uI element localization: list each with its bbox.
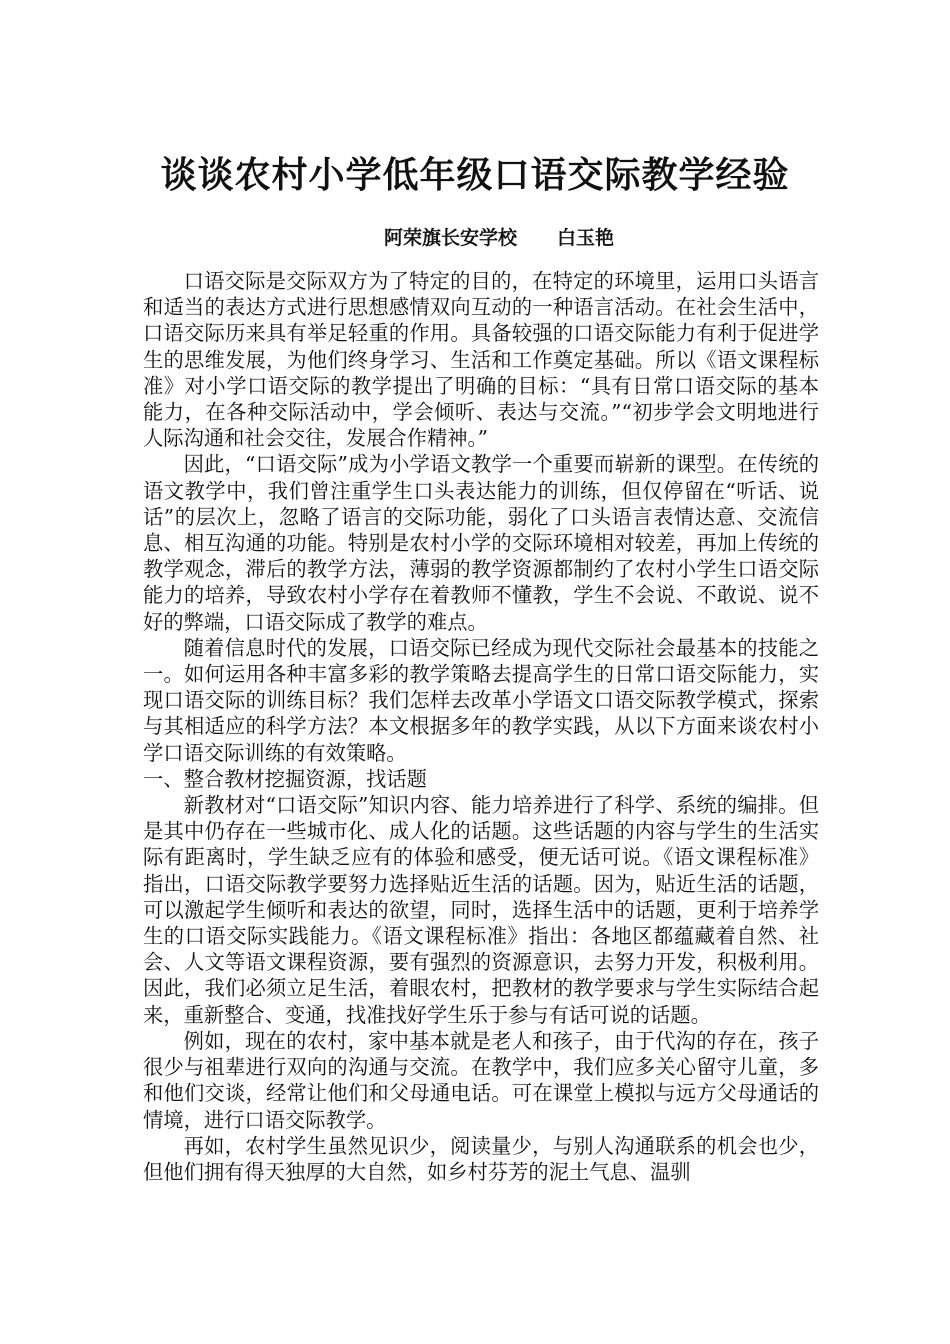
paragraph: 再如，农村学生虽然见识少，阅读量少，与别人沟通联系的机会也少，但他们拥有得天独厚的大自然，如乡村芬芳的泥土气息、温驯 [143,1133,819,1184]
paragraph: 随着信息时代的发展，口语交际已经成为现代交际社会最基本的技能之一。如何运用各种丰富多彩的教学策略去提高学生的日常口语交际能力，实现口语交际的训练目标？我们怎样去改革小学语文口语交际教学模式，探索与其相适应的科学方法？本文根据多年的教学实践，从以下方面来谈农村小学口语交际训练的有效策略。 [143,635,819,765]
section-heading: 一、整合教材挖掘资源，找话题 [143,766,427,791]
document-body [143,268,819,1185]
paragraph: 新教材对“口语交际”知识内容、能力培养进行了科学、系统的编排。但是其中仍存在一些城市化、成人化的话题。这些话题的内容与学生的生活实际有距离时，学生缺乏应有的体验和感受，便无话可说。《语文课程标准》指出，口语交际教学要努力选择贴近生活的话题。因为，贴近生活的话题，可以激起学生倾听和表达的欲望，同时，选择生活中的话题，更利于培养学生的口语交际实践能力。《语文课程标准》指出：各地区都蕴藏着自然、社会、人文等语文课程资源，要有强烈的资源意识，去努力开发，积极利用。因此，我们必须立足生活，着眼农村，把教材的教学要求与学生实际结合起来，重新整合、变通，找准找好学生乐于参与有话可说的话题。 [143,793,819,1027]
byline-author: 白玉艳 [557,227,615,249]
byline [0,224,950,252]
byline-school: 阿荣旗长安学校 [383,227,517,249]
paragraph: 因此，“口语交际”成为小学语文教学一个重要而崭新的课型。在传统的语文教学中，我们曾注重学生口头表达能力的训练，但仅停留在“听话、说话”的层次上，忽略了语言的交际功能，弱化了口头语言表情达意、交流信息、相互沟通的功能。特别是农村小学的交际环境相对较差，再加上传统的教学观念，滞后的教学方法，薄弱的教学资源都制约了农村小学生口语交际能力的培养，导致农村小学存在着教师不懂教，学生不会说、不敢说、说不好的弊端，口语交际成了教学的难点。 [143,452,819,634]
paragraph: 例如，现在的农村，家中基本就是老人和孩子，由于代沟的存在，孩子很少与祖辈进行双向的沟通与交流。在教学中，我们应多关心留守儿童，多和他们交谈，经常让他们和父母通电话。可在课堂上模拟与远方父母通话的情境，进行口语交际教学。 [143,1028,819,1132]
paragraph: 口语交际是交际双方为了特定的目的，在特定的环境里，运用口头语言和适当的表达方式进行思想感情双向互动的一种语言活动。在社会生活中，口语交际历来具有举足轻重的作用。具备较强的口语交际能力有利于促进学生的思维发展，为他们终身学习、生活和工作奠定基础。所以《语文课程标准》对小学口语交际的教学提出了明确的目标：“具有日常口语交际的基本能力，在各种交际活动中，学会倾听、表达与交流。”“初步学会文明地进行人际沟通和社会交往，发展合作精神。” [143,269,819,451]
document-title: 谈谈农村小学低年级口语交际教学经验 [160,154,790,196]
